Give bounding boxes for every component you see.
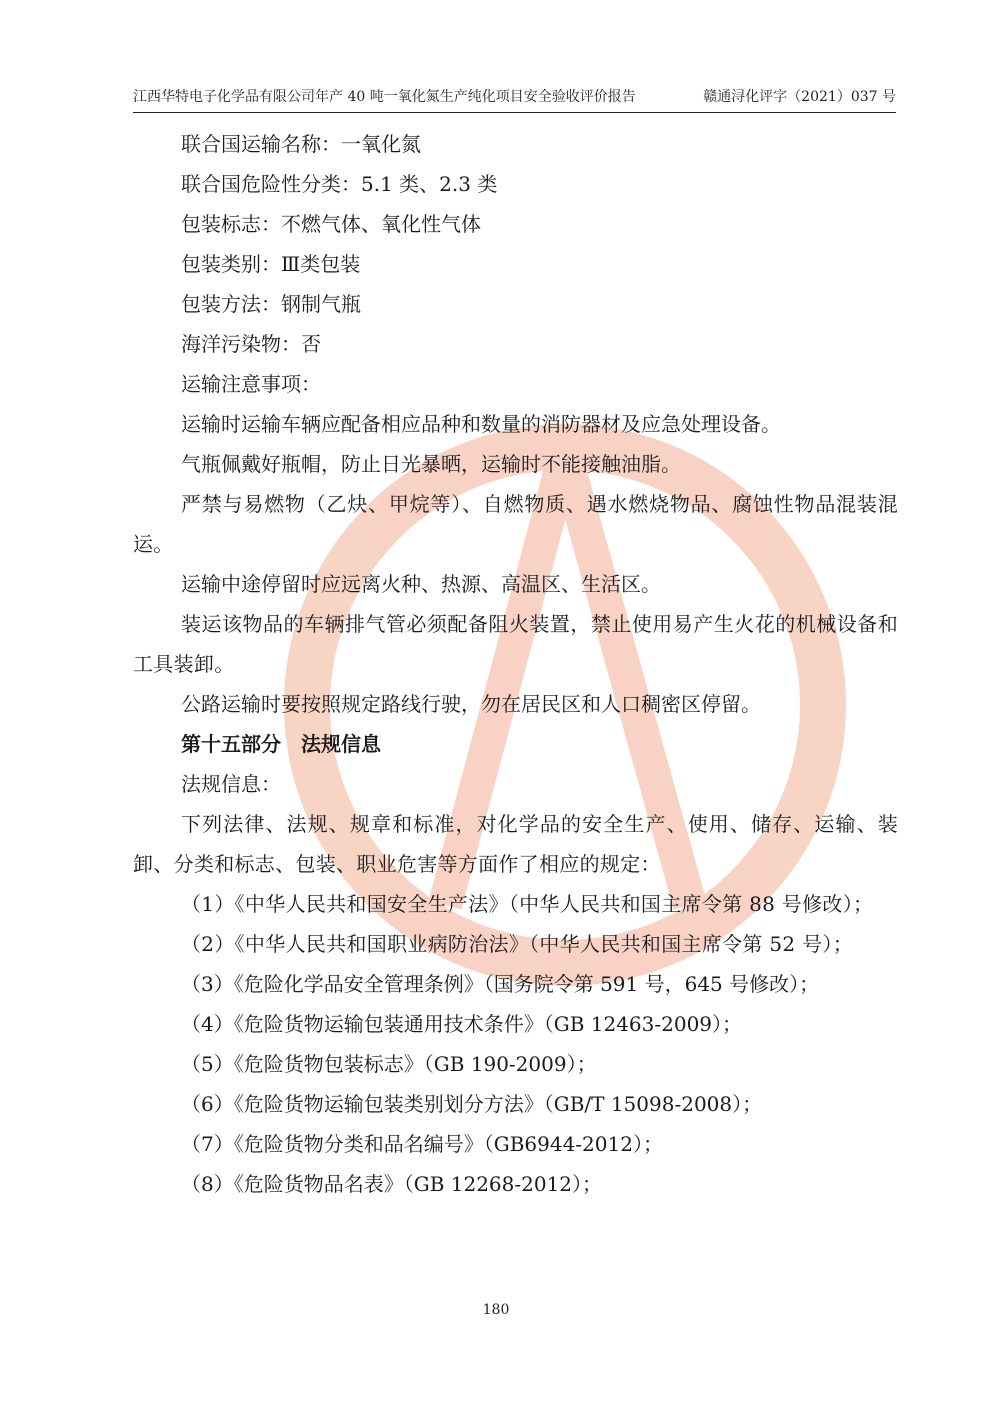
header-title: 江西华特电子化学品有限公司年产 40 吨一氧化氮生产纯化项目安全验收评价报告 <box>133 89 636 105</box>
paragraph: 装运该物品的车辆排气管必须配备阻火装置，禁止使用易产生火花的机械设备和工具装卸。 <box>133 612 898 676</box>
paragraph: 运输注意事项： <box>181 372 321 396</box>
section-heading: 第十五部分 法规信息 <box>181 732 381 756</box>
paragraph: 法规信息： <box>181 772 281 796</box>
regulation-item: （1）《中华人民共和国安全生产法》（中华人民共和国主席令第 88 号修改）； <box>181 892 874 916</box>
paragraph: 包装方法：钢制气瓶 <box>181 292 361 316</box>
page-number: 180 <box>482 1302 510 1318</box>
paragraph: 公路运输时要按照规定路线行驶，勿在居民区和人口稠密区停留。 <box>181 692 761 716</box>
regulation-item: （7）《危险货物分类和品名编号》（GB6944-2012）； <box>181 1132 663 1156</box>
header-doc-number: 赣通浔化评字（2021）037 号 <box>703 89 896 105</box>
paragraph: 联合国危险性分类：5.1 类、2.3 类 <box>181 172 498 196</box>
regulation-item: （8）《危险货物品名表》（GB 12268-2012）； <box>181 1172 603 1196</box>
paragraph: 气瓶佩戴好瓶帽，防止日光暴晒，运输时不能接触油脂。 <box>181 452 681 476</box>
paragraph: 包装类别：Ⅲ类包装 <box>181 252 361 276</box>
paragraph: 下列法律、法规、规章和标准，对化学品的安全生产、使用、储存、运输、装卸、分类和标志、包装、职业危害等方面作了相应的规定： <box>133 812 898 876</box>
page-header <box>133 86 896 113</box>
paragraph: 运输时运输车辆应配备相应品种和数量的消防器材及应急处理设备。 <box>181 412 781 436</box>
regulation-item: （5）《危险货物包装标志》（GB 190-2009）； <box>181 1052 597 1076</box>
regulation-item: （2）《中华人民共和国职业病防治法》（中华人民共和国主席令第 52 号）； <box>181 932 853 956</box>
paragraph: 联合国运输名称：一氧化氮 <box>181 132 421 156</box>
paragraph: 运输中途停留时应远离火种、热源、高温区、生活区。 <box>181 572 661 596</box>
regulation-item: （6）《危险货物运输包装类别划分方法》（GB/T 15098-2008）； <box>181 1092 763 1116</box>
regulation-item: （4）《危险货物运输包装通用技术条件》（GB 12463-2009）； <box>181 1012 743 1036</box>
paragraph: 包装标志：不燃气体、氧化性气体 <box>181 212 481 236</box>
regulation-item: （3）《危险化学品安全管理条例》（国务院令第 591 号，645 号修改）； <box>181 972 820 996</box>
paragraph: 严禁与易燃物（乙炔、甲烷等）、自燃物质、遇水燃烧物品、腐蚀性物品混装混运。 <box>133 492 898 556</box>
document-body <box>133 124 898 1204</box>
paragraph: 海洋污染物：否 <box>181 332 321 356</box>
